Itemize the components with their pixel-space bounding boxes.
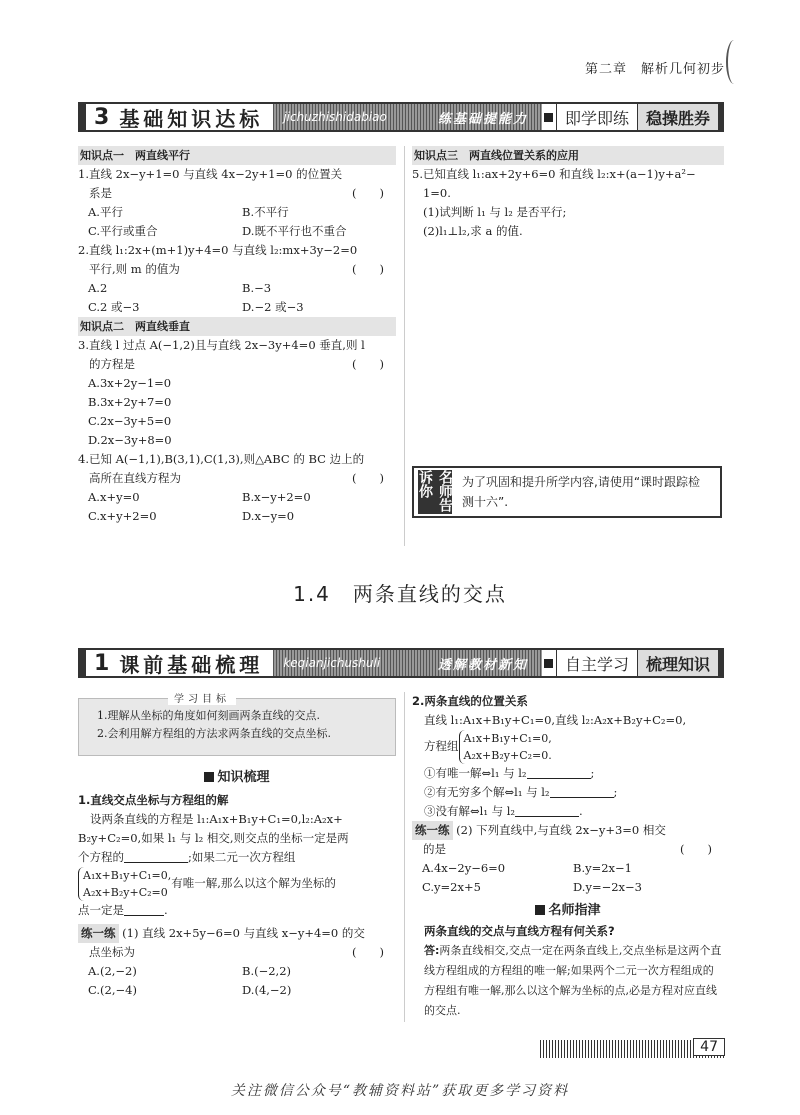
- option: C.2 或−3: [88, 300, 140, 314]
- paragraph-line: 直线 l₁:A₁x+B₁y+C₁=0,直线 l₂:A₂x+B₂y+C₂=0,: [424, 713, 687, 727]
- option: A.4x−2y−6=0: [422, 861, 506, 875]
- topic-heading: 2.两条直线的位置关系: [412, 694, 528, 708]
- option: D.既不平行也不重合: [242, 224, 347, 238]
- banner-square-icon: [542, 104, 556, 130]
- learning-goals-heading: 学习目标: [168, 690, 236, 705]
- banner-tag: 自主学习: [556, 650, 638, 676]
- option: B.−3: [242, 281, 272, 295]
- teacher-tip-text: 为了巩固和提升所学内容,请使用“课时跟踪检测十六”.: [462, 475, 701, 509]
- condition-line: ②有无穷多个解⇔l₁ 与 l₂ ;: [424, 785, 618, 799]
- topic-heading: 1.直线交点坐标与方程组的解: [78, 793, 229, 807]
- content-column-right: 2.两条直线的位置关系 直线 l₁:A₁x+B₁y+C₁=0,直线 l₂:A₂x+B₂y+C₂=0, 方程组 A₁x+B₁y+C₁=0, A₂x+B₂y+C₂=0. ①有唯一解⇔l₁ 与 l₂ ; ②有无穷多个解⇔l₁ 与 l₂ ; ③没有解⇔l₁ 与 l₂ . 练一练 (2) 下列直线中,与直线 2x−y+3=0 相交 的是 ( ) A.4x−2y−6=0 B.y=2x−1 C.y=2x+5 D.y=−2x−3 名师指津 两条直线的交点与直线方程有何关系? 答:两条直线相交,交点一定在两条直线上,交点坐标是这两个直线方程组成的方程组的唯一解;如果两个二元一次方程组成的方程组有唯一解,那么以这个解为坐标的点,必是方程对应直线的交点.: [412, 692, 724, 1021]
- question-5: 5.已知直线 l₁:ax+2y+6=0 和直线 l₂:x+(a−1)y+a²− 1=0. (1)试判断 l₁ 与 l₂ 是否平行; (2)l₁⊥l₂,求 a 的值.: [412, 167, 696, 238]
- square-bullet-icon: [204, 772, 214, 782]
- knowledge-summary-heading: 知识梳理: [78, 768, 396, 787]
- question-4: 4.已知 A(−1,1),B(3,1),C(1,3),则△ABC 的 BC 边上的 高所在直线方程为 ( ) A.x+y=0 B.x−y+2=0 C.x+y+2=0 D.x−y=0: [78, 450, 396, 526]
- goal-item: 1.理解从坐标的角度如何刻画两条直线的交点.: [97, 709, 320, 722]
- practice-2: 练一练 (2) 下列直线中,与直线 2x−y+3=0 相交: [412, 821, 724, 840]
- practice-label: 练一练: [412, 821, 453, 840]
- fill-blank[interactable]: [527, 766, 591, 779]
- option: C.(2,−4): [88, 983, 137, 997]
- section-heading: 知识点二 两直线垂直: [78, 317, 396, 336]
- option: C.平行或重合: [88, 224, 158, 238]
- exercise-column-left: [78, 146, 396, 526]
- section-title: 1.4 两条直线的交点: [293, 582, 507, 606]
- teacher-guide-heading: 名师指津: [412, 901, 724, 920]
- banner-title: 3 基础知识达标: [78, 104, 273, 130]
- footer-note: 关注微信公众号“教辅资料站”获取更多学习资料: [230, 1083, 570, 1099]
- practice-1: 练一练 (1) 直线 2x+5y−6=0 与直线 x−y+4=0 的交: [78, 924, 396, 943]
- qa-answer: 答:两条直线相交,交点一定在两条直线上,交点坐标是这两个直线方程组成的方程组的唯一解;如果两个二元一次方程组成的方程组有唯一解,那么以这个解为坐标的点,必是方程对应直线的交点.: [424, 944, 722, 1017]
- square-bullet-icon: [535, 905, 545, 915]
- option: D.y=−2x−3: [573, 880, 642, 894]
- option: B.y=2x−1: [573, 861, 632, 875]
- question-2: 2.直线 l₁:2x+(m+1)y+4=0 与直线 l₂:mx+3y−2=0 平行,则 m 的值为 ( ) A.2 B.−3 C.2 或−3 D.−2 或−3: [78, 241, 396, 317]
- equation-system: A₁x+B₁y+C₁=0, A₂x+B₂y+C₂=0 有唯一解,那么以这个解为坐标的: [78, 867, 396, 901]
- option: C.2x−3y+5=0: [88, 414, 172, 428]
- banner-title: 1 课前基础梳理: [78, 650, 273, 676]
- option: A.2: [88, 281, 108, 295]
- option: A.(2,−2): [88, 964, 137, 978]
- column-divider: [404, 692, 405, 1022]
- condition-line: ①有唯一解⇔l₁ 与 l₂ ;: [424, 766, 595, 780]
- page-number: 47: [693, 1038, 725, 1056]
- qa-question: 两条直线的交点与直线方程有何关系?: [424, 924, 615, 938]
- section-banner-preview: [78, 648, 724, 678]
- content-column-left: 知识梳理 1.直线交点坐标与方程组的解 设两条直线的方程是 l₁:A₁x+B₁y+C₁=0,l₂:A₂x+ B₂y+C₂=0,如果 l₁ 与 l₂ 相交,则交点的坐标一定是两 个方程的 ;如果二元一次方程组 A₁x+B₁y+C₁=0, A₂x+B₂y+C₂=0 有唯一解,那么以这个解为坐标的 点一定是 . 练一练 (1) 直线 2x+5y−6=0 与直线 x−y+4=0 的交 点坐标为 ( ) A.(2,−2) B.(−2,2) C.(2,−4) D.(4,−2): [78, 768, 396, 1000]
- option: B.不平行: [242, 205, 289, 219]
- chapter-header: 第二章 解析几何初步: [584, 62, 725, 77]
- option: A.x+y=0: [88, 490, 140, 504]
- banner-tag: 即学即练: [556, 104, 638, 130]
- exercise-column-right: [412, 146, 724, 241]
- fill-blank[interactable]: [124, 903, 164, 916]
- fill-blank[interactable]: [550, 785, 614, 798]
- fill-blank[interactable]: [515, 804, 579, 817]
- learning-goals-box: [78, 698, 396, 756]
- section-banner-basics: [78, 102, 724, 132]
- option: A.平行: [88, 205, 123, 219]
- banner-square-icon: [542, 650, 556, 676]
- paragraph-line: B₂y+C₂=0,如果 l₁ 与 l₂ 相交,则交点的坐标一定是两: [78, 831, 349, 845]
- option: D.−2 或−3: [242, 300, 304, 314]
- option: C.x+y+2=0: [88, 509, 157, 523]
- option: B.x−y+2=0: [242, 490, 311, 504]
- option: A.3x+2y−1=0: [88, 376, 172, 390]
- question-1: 1.直线 2x−y+1=0 与直线 4x−2y+1=0 的位置关 系是 ( ) A.平行 B.不平行 C.平行或重合 D.既不平行也不重合: [78, 165, 396, 241]
- page-number-strip: [540, 1040, 725, 1058]
- option: D.2x−3y+8=0: [88, 433, 172, 447]
- banner-tag: 梳理知识: [638, 650, 724, 676]
- banner-pinyin: jichuzhishidabiao 练基础提能力: [273, 104, 542, 130]
- teacher-badge: 名师告诉你: [417, 470, 453, 512]
- condition-line: ③没有解⇔l₁ 与 l₂ .: [424, 804, 583, 818]
- option: B.3x+2y+7=0: [88, 395, 172, 409]
- goal-item: 2.会利用解方程组的方法求两条直线的交点坐标.: [97, 727, 331, 740]
- option: D.x−y=0: [242, 509, 295, 523]
- option: D.(4,−2): [242, 983, 292, 997]
- question-3: 3.直线 l 过点 A(−1,2)且与直线 2x−3y+4=0 垂直,则 l 的方程是 ( ) A.3x+2y−1=0 B.3x+2y+7=0 C.2x−3y+5=0 D.2x−3y+8=0: [78, 336, 396, 450]
- fill-blank[interactable]: [124, 850, 188, 863]
- practice-label: 练一练: [78, 924, 119, 943]
- paragraph-line: 个方程的 ;如果二元一次方程组: [78, 850, 296, 864]
- banner-pinyin: keqianjichushuli 透解教材新知: [273, 650, 542, 676]
- section-heading: 知识点一 两直线平行: [78, 146, 396, 165]
- header-decoration: [726, 40, 742, 84]
- column-divider: [404, 146, 405, 546]
- banner-tag: 稳操胜券: [638, 104, 724, 130]
- option: B.(−2,2): [242, 964, 292, 978]
- paragraph-line: 设两条直线的方程是 l₁:A₁x+B₁y+C₁=0,l₂:A₂x+: [90, 812, 343, 826]
- teacher-tip-box: [412, 466, 722, 518]
- option: C.y=2x+5: [422, 880, 481, 894]
- equation-system: 方程组 A₁x+B₁y+C₁=0, A₂x+B₂y+C₂=0.: [424, 732, 552, 762]
- section-heading: 知识点三 两直线位置关系的应用: [412, 146, 724, 165]
- paragraph-line: 点一定是 .: [78, 903, 168, 917]
